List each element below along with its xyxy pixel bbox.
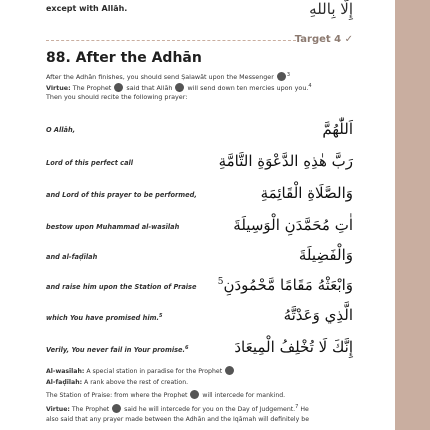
prayer-row-ar: إِنَّكَ لَا تُخْلِفُ الْمِيعَادَ [234, 338, 353, 356]
glossary-line-5: also said that any prayer made between the Adhān and the Iqāmah will definitely be [46, 416, 310, 423]
prayer-row-ar: وَالصَّلَاةِ الْقَائِمَةِ [260, 184, 353, 202]
pbuh-icon [112, 404, 121, 413]
prayer-row-en [46, 313, 162, 322]
prayer-row-ar-text: وَابْعَثْهُ مَقَامًا مَّحْمُودَنِ [223, 276, 353, 294]
prayer-row-en: and Lord of this prayer to be performed, [46, 191, 197, 199]
intro-text-2a: The Prophet [72, 84, 112, 93]
intro-text-1: After the Adhān finishes, you should send Ṣalawāt upon the Messenger [46, 73, 274, 82]
footnote-ref: 4 [308, 83, 312, 89]
prayer-row-en: O Allāh, [46, 126, 76, 134]
prayer-row-ar [218, 276, 353, 294]
glossary-term: Al-faḍīlah: [46, 379, 83, 386]
prayer-row-ar: اٰتِ مُحَمَّدَنِ الْوَسِيلَةَ [233, 216, 353, 234]
virtue-label: Virtue: [46, 84, 71, 93]
prayer-row-ar: الَّذِي وَعَدْتَّهُ [283, 306, 353, 324]
prayer-row-ar: رَبَّ هٰذِهِ الدَّعْوَةِ التَّامَّةِ [218, 152, 353, 170]
prayer-row-en: bestow upon Muhammad al-wasīlah [46, 223, 180, 231]
glossary-line-4 [46, 403, 378, 415]
footnote-ref: 5 [217, 277, 224, 287]
page-sidebar-band [395, 0, 430, 430]
intro-text-2c: will send down ten mercies upon you. [187, 84, 309, 93]
footnote-ref: 6 [185, 345, 189, 351]
intro-line-3: Then you should recite the following prayer: [46, 93, 188, 101]
section-title: 88. After the Adhān [46, 50, 202, 66]
prayer-row-en-text: Verily, You never fail in Your promise. [46, 346, 185, 355]
glossary-text: The Station of Praise: from where the Prophet [46, 392, 188, 399]
target-divider [46, 40, 296, 41]
footnote-ref: 3 [286, 72, 291, 78]
previous-text: except with Allāh. [46, 4, 128, 13]
previous-arabic: إِلَّا بِاللهِ [309, 0, 353, 18]
glossary-text: A rank above the rest of creation. [84, 379, 189, 386]
virtue-label: Virtue: [46, 406, 70, 414]
footnote-ref: 5 [158, 313, 163, 319]
pbuh-icon [277, 72, 286, 81]
pbuh-icon [190, 390, 199, 399]
prayer-row-en: and raise him upon the Station of Praise [46, 283, 197, 291]
pbuh-icon [114, 83, 123, 92]
target-label [295, 34, 353, 45]
prayer-row-ar: وَالْفَضِيلَةَ [298, 246, 353, 264]
prayer-row-en-text: which You have promised him. [46, 314, 159, 323]
glossary-line-3 [46, 390, 378, 401]
prayer-row-en [46, 345, 188, 354]
swt-icon [175, 83, 184, 92]
glossary-term: Al-wasīlah: [46, 368, 85, 375]
pbuh-icon [225, 366, 234, 375]
check-icon: ✓ [344, 34, 353, 45]
glossary-text: A special station in paradise for the Prophet [86, 368, 223, 375]
prayer-row-ar: اَللّٰهُمَّ [322, 120, 353, 138]
glossary-line-1 [46, 366, 378, 377]
glossary-line-2 [46, 378, 378, 388]
glossary-text: said he will intercede for you on the Day of Judgement. [124, 406, 296, 414]
prayer-row-en: and al-faḍīlah [46, 253, 98, 261]
glossary-text: He [300, 406, 309, 414]
target-text: Target 4 [294, 34, 342, 45]
glossary-text: The Prophet [71, 406, 110, 414]
prayer-row-en: Lord of this perfect call [46, 159, 134, 167]
footnote-ref: 7 [295, 404, 299, 410]
intro-text-2b: said that Allāh [126, 84, 173, 93]
glossary-text: will intercede for mankind. [202, 392, 286, 399]
